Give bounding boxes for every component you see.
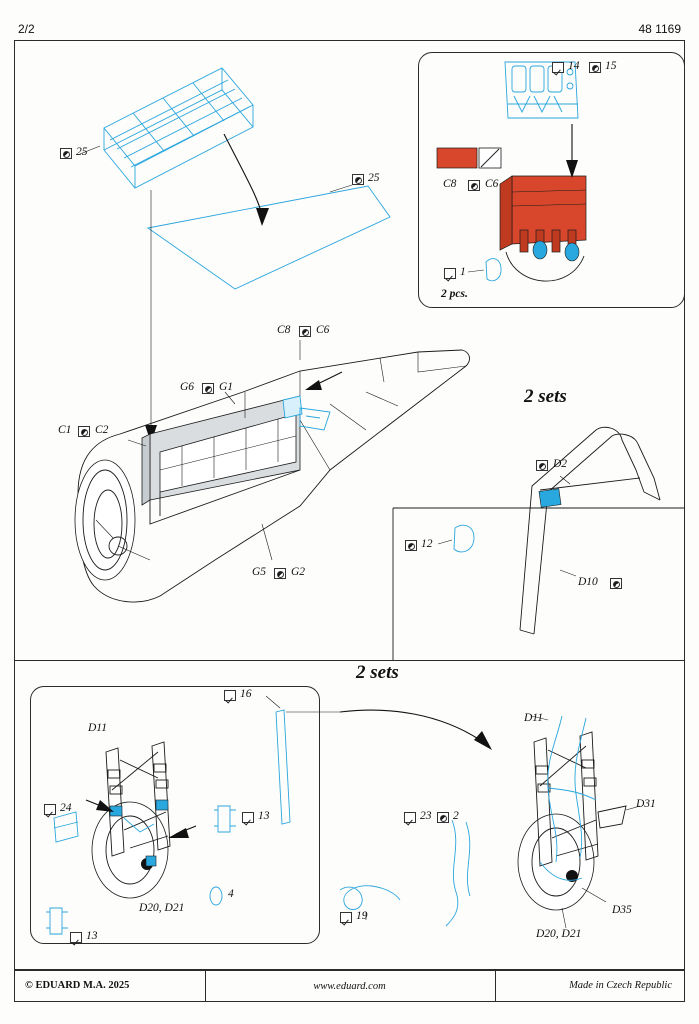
chip-icon-12 <box>405 540 417 551</box>
label-c6-fuselage: C6 <box>316 324 330 336</box>
label-c6-panel: C6 <box>485 178 499 190</box>
label-15: 15 <box>605 60 617 72</box>
label-12: 12 <box>421 538 433 550</box>
strut-assembly <box>438 427 660 634</box>
footer <box>14 970 685 1002</box>
label-19: 19 <box>356 910 368 922</box>
title-2-sets-right: 2 sets <box>524 386 567 407</box>
chip-icon-c1c2 <box>78 426 90 437</box>
chip-icon-25b <box>352 174 364 185</box>
pe-grid-panel <box>104 68 253 188</box>
label-d10: D10 <box>578 576 598 588</box>
landing-gear-right <box>518 716 640 928</box>
chip-icon-d10 <box>610 578 622 589</box>
fuselage-assembly <box>75 350 469 602</box>
chip-icon-25a <box>60 148 72 159</box>
chip-icon-2 <box>437 812 449 823</box>
chip-icon-24 <box>44 804 56 815</box>
label-d11-left: D11 <box>88 722 107 734</box>
label-1: 1 <box>460 266 466 278</box>
label-c2: C2 <box>95 424 109 436</box>
chip-icon-g6g1 <box>202 383 214 394</box>
title-2-sets-bottom: 2 sets <box>356 662 399 683</box>
label-d20-d21-right: D20, D21 <box>536 928 582 940</box>
label-24: 24 <box>60 802 72 814</box>
label-25b: 25 <box>368 172 380 184</box>
label-2pcs: 2 pcs. <box>441 288 468 300</box>
chip-icon-14 <box>552 62 564 73</box>
chip-icon-d2 <box>536 460 548 471</box>
label-13b: 13 <box>86 930 98 942</box>
label-25a: 25 <box>76 146 88 158</box>
chip-icon-23 <box>404 812 416 823</box>
page-number: 2/2 <box>18 22 35 36</box>
label-g2: G2 <box>291 566 306 578</box>
label-c8-fuselage: C8 <box>277 324 291 336</box>
label-g5: G5 <box>252 566 267 578</box>
label-d11-right: D11 <box>524 712 543 724</box>
label-d35: D35 <box>612 904 632 916</box>
footer-origin: Made in Czech Republic <box>569 980 672 991</box>
subpanel-top-right <box>418 52 685 308</box>
clear-sheet <box>148 186 390 289</box>
label-d20-d21-left: D20, D21 <box>139 902 185 914</box>
label-g1: G1 <box>219 381 234 393</box>
chip-icon-13a <box>242 812 254 823</box>
chip-icon-c8c6-panel <box>468 180 480 191</box>
chip-icon-1 <box>444 268 456 279</box>
footer-copyright: © EDUARD M.A. 2025 <box>25 980 130 991</box>
label-d31: D31 <box>636 798 656 810</box>
chip-icon-g5g2 <box>274 568 286 579</box>
chip-icon-19 <box>340 912 352 923</box>
chip-icon-13b <box>70 932 82 943</box>
footer-website[interactable]: www.eduard.com <box>313 981 386 992</box>
label-2: 2 <box>453 810 459 822</box>
label-c8-panel: C8 <box>443 178 457 190</box>
label-c1: C1 <box>58 424 72 436</box>
label-16: 16 <box>240 688 252 700</box>
label-23: 23 <box>420 810 432 822</box>
chip-icon-16 <box>224 690 236 701</box>
label-13a: 13 <box>258 810 270 822</box>
kit-number: 48 1169 <box>638 22 681 36</box>
label-4: 4 <box>228 888 234 900</box>
chip-icon-15 <box>589 62 601 73</box>
label-d2: D2 <box>553 458 568 470</box>
chip-icon-c8c6-fuselage <box>299 326 311 337</box>
label-14: 14 <box>568 60 580 72</box>
label-g6: G6 <box>180 381 195 393</box>
